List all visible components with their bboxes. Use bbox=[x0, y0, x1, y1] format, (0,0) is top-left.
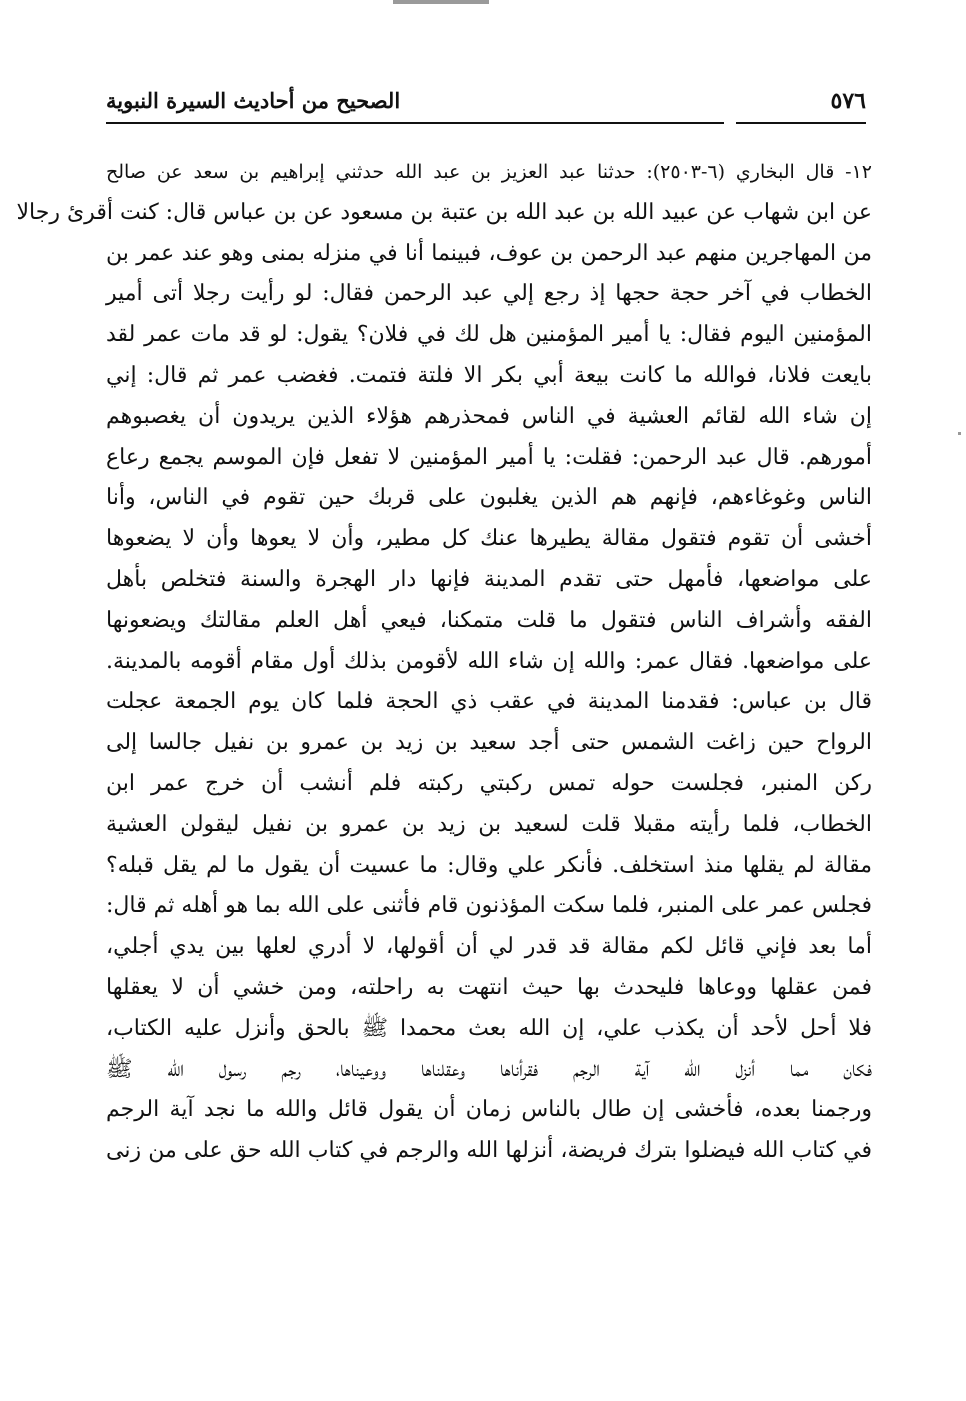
text-line: الناس وغوغاءهم، فإنهم هم الذين يغلبون على قربك حين تقوم في الناس، وأنا bbox=[106, 485, 872, 511]
text-line: أمورهم. قال عبد الرحمن: فقلت: يا أمير المؤمنين لا تفعل فإن الموسم يجمع رعاع bbox=[106, 444, 872, 470]
text-line: عن ابن شهاب عن عبيد الله بن عبد الله بن عتبة بن مسعود عن بن عباس قال: كنت أقرئ رجالا bbox=[16, 199, 872, 225]
text-line: فجلس عمر على المنبر، فلما سكت المؤذنون قام فأثنى على الله بما هو أهله ثم قال: bbox=[106, 893, 872, 919]
text-line: ركن المنبر، فجلست حوله تمس ركبتي ركبته فلم أنشب أن خرج عمر ابن bbox=[106, 770, 872, 796]
text-line: الفقه وأشراف الناس فتقول ما قلت متمكنا، فيعي أهل العلم مقالتك ويضعونها bbox=[106, 607, 872, 633]
text-line: على مواضعها. فقال عمر: والله إن شاء الله لأقومن بذلك أول مقام أقومه بالمدينة. bbox=[106, 648, 872, 674]
text-line: فكان مما أنزل الله آية الرجم فقرأناها وعقلناها ووعيناها، رجم رسول الله ﷺ bbox=[106, 1056, 872, 1082]
text-line: المؤمنين اليوم فقال: يا أمير المؤمنين هل لك في فلان؟ يقول: لو قد مات عمر لقد bbox=[106, 322, 872, 348]
hadith-text bbox=[16, 152, 872, 1172]
text-line: الخطاب في آخر حجة حجها إذ رجع إلي عبد الرحمن فقال: لو رأيت رجلا أتى أمير bbox=[106, 281, 872, 307]
running-head bbox=[106, 84, 866, 124]
text-line: على مواضعها، فأمهل حتى تقدم المدينة فإنها دار الهجرة والسنة فتخلص بأهل bbox=[106, 566, 872, 592]
top-scan-mark bbox=[393, 0, 489, 4]
page-number: ٥٧٦ bbox=[830, 88, 866, 114]
text-line: فلا أحل لأحد أن يكذب علي، إن الله بعث محمدا ﷺ بالحق وأنزل عليه الكتاب، bbox=[106, 1015, 872, 1041]
text-line: أخشى أن تقوم فتقول مقالة يطيرها عنك كل مطير، وأن لا يعوها وأن لا يضعوها bbox=[106, 526, 872, 552]
text-line: من المهاجرين منهم عبد الرحمن بن عوف، فبينما أنا في منزله بمنى وهو عند عمر بن bbox=[106, 240, 872, 266]
text-line: ١٢- قال البخاري (٦-٢٥٠٣): حدثنا عبد العزيز بن عبد الله حدثني إبراهيم بن سعد عن صالح bbox=[106, 161, 872, 183]
running-head-title: الصحيح من أحاديث السيرة النبوية bbox=[106, 88, 401, 113]
text-line: ورجمنا بعده، فأخشى إن طال بالناس زمان أن يقول قائل والله ما نجد آية الرجم bbox=[106, 1097, 872, 1123]
text-line: في كتاب الله فيضلوا بترك فريضة، أنزلها الله والرجم في كتاب الله حق على من زنى bbox=[106, 1138, 872, 1164]
header-rule bbox=[106, 122, 866, 124]
text-line: أما بعد فإني قائل لكم مقالة قد قدر لي أن أقولها، لا أدري لعلها بين يدي أجلي، bbox=[106, 934, 872, 960]
text-line: قال بن عباس: فقدمنا المدينة في عقب ذي الحجة فلما كان يوم الجمعة عجلت bbox=[106, 689, 872, 715]
text-line: بايعت فلانا، فوالله ما كانت بيعة أبي بكر الا فلتة فتمت. فغضب عمر ثم قال: إني bbox=[106, 362, 872, 388]
text-line: إن شاء الله لقائم العشية في الناس فمحذرهم هؤلاء الذين يريدون أن يغصبوهم bbox=[106, 403, 872, 429]
text-line: فمن عقلها ووعاها فليحدث بها حيث انتهت به راحلته، ومن خشي أن لا يعقلها bbox=[106, 974, 872, 1000]
text-line: مقالة لم يقلها منذ استخلف. فأنكر علي وقال: ما عسيت أن يقول ما لم يقل قبله؟ bbox=[106, 852, 872, 878]
scan-speck bbox=[958, 432, 961, 435]
text-line: الخطاب، فلما رأيته مقبلا قلت لسعيد بن زيد بن عمرو بن نفيل ليقولن العشية bbox=[106, 811, 872, 837]
text-line: الرواح حين زاغت الشمس حتى أجد سعيد بن زيد بن عمرو بن نفيل جالسا إلى bbox=[106, 730, 872, 756]
header-rule-break bbox=[724, 121, 736, 125]
